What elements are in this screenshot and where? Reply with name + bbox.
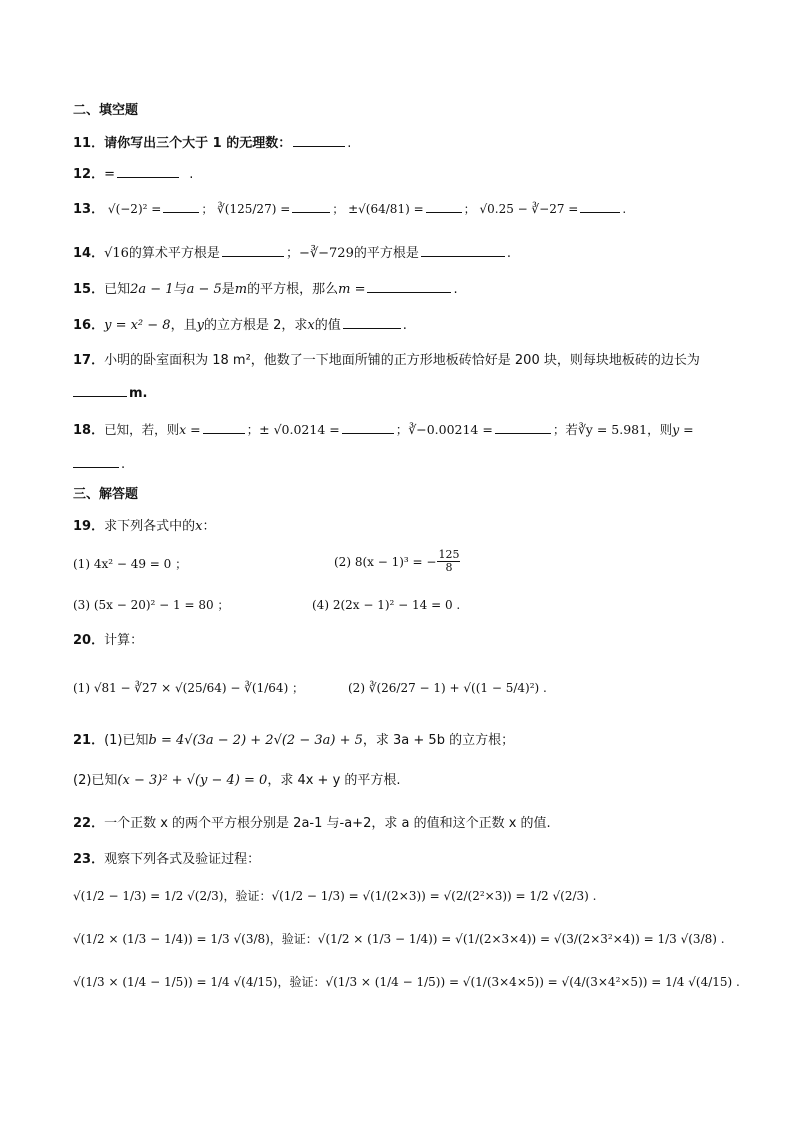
q19-text: 求下列各式中的 (104, 519, 196, 534)
q22-text: 一个正数 x 的两个平方根分别是 2a-1 与-a+2，求 a 的值和这个正数 x 的值. (104, 816, 551, 831)
q14-text-d: 的平方根是 (353, 246, 419, 261)
q14-blank-1[interactable] (222, 244, 284, 257)
q16-end: . (402, 318, 407, 333)
question-12 (73, 165, 193, 183)
q18-text-f: ，则 (647, 422, 673, 437)
q13-blank-a[interactable] (163, 200, 199, 213)
q13-expr-b: ∛(125/27) = (217, 202, 291, 216)
q14-expr-a: √16 (104, 246, 129, 261)
q16-var-x: x (307, 318, 315, 333)
q23-text: 观察下列各式及验证过程： (104, 852, 261, 867)
q14-expr-c: −∛−729 (298, 246, 354, 261)
q13-sep-2: ； (332, 202, 345, 216)
q13-sep-1: ； (201, 202, 214, 216)
q19-frac-den: 8 (445, 561, 453, 574)
q18-blank-3[interactable] (495, 421, 551, 434)
q20-text: 计算： (104, 633, 144, 648)
q13-expr-a: √(−2)² = (107, 202, 162, 216)
q15-expr-1: 2a − 1 (130, 282, 174, 297)
q19-var-x: x (195, 519, 203, 534)
q18-number: 18． (73, 423, 105, 438)
q15-text-1: 已知 (104, 282, 131, 297)
q18-end: . (121, 457, 126, 472)
q15-var-m: m (234, 282, 248, 297)
q19-part-2-fraction (437, 549, 460, 574)
q18-blank-2[interactable] (342, 421, 394, 434)
q21-p1-label: (1)已知 (104, 733, 149, 748)
q18-expr-c: ∛−0.00214 = (408, 422, 493, 437)
q17-answer-blank[interactable] (73, 384, 127, 397)
q21-p2-equation: (x − 3)² + √(y − 4) = 0 (117, 773, 268, 788)
q14-number: 14． (73, 246, 105, 261)
q16-equation: y = x² − 8 (104, 318, 171, 333)
q19-part-1: (1) 4x² − 49 = 0 ； (73, 557, 188, 571)
q18-expr-b: ± √0.0214 = (259, 422, 340, 437)
q18-blank-1[interactable] (203, 421, 245, 434)
q16-var-y: y (196, 318, 204, 333)
q21-p2-end: ，求 4x + y 的平方根. (267, 773, 401, 788)
question-18: 18．已知，若，则x = ；± √0.0214 = ；∛−0.00214 = ；若∛y = 5.981，则y = (73, 422, 694, 438)
q21-p1-equation: b = 4√(3a − 2) + 2√(2 − 3a) + 5 (148, 733, 363, 748)
q15-answer-blank[interactable] (367, 280, 451, 293)
q12-number: 12． (73, 167, 105, 182)
q11-end: . (347, 136, 352, 151)
q23-line-1: √(1/2 − 1/3) = 1/2 √(2/3)，验证：√(1/2 − 1/3) = √(1/(2×3)) = √(2/(2²×3)) = 1/2 √(2/3) . (73, 889, 597, 903)
q23-line-3: √(1/3 × (1/4 − 1/5)) = 1/4 √(4/15)，验证：√(1/3 × (1/4 − 1/5)) = √(1/(3×4×5)) = √(4/(3×4²×5)) = 1/4 √(4/15) . (73, 975, 740, 989)
question-22 (73, 816, 551, 832)
q19-part-4: (4) 2(2x − 1)² − 14 = 0 . (312, 598, 461, 612)
q16-text-1: ，且 (170, 318, 197, 333)
q14-blank-2[interactable] (421, 244, 505, 257)
q17-unit: m. (129, 386, 148, 401)
q15-number: 15． (73, 282, 105, 297)
q15-text-4: 的平方根，那么 (247, 282, 339, 297)
q21-p1-end: ，求 3a + 5b 的立方根； (362, 733, 515, 748)
q18-expr-e: ∛y = 5.981 (577, 422, 648, 437)
q19-frac-num: 125 (438, 548, 460, 561)
q19-number: 19． (73, 519, 105, 534)
q15-m-eq: m = (338, 282, 366, 297)
q21-number: 21． (73, 733, 105, 748)
question-13 (73, 200, 626, 218)
q18-text-1: 已知，若，则 (104, 422, 180, 437)
q13-sep-3: ； (463, 202, 476, 216)
q13-number: 13． (73, 202, 105, 217)
q17-number: 17． (73, 353, 105, 368)
q14-end: . (506, 246, 511, 261)
question-20 (73, 633, 143, 649)
q15-expr-2: a − 5 (186, 282, 222, 297)
question-11 (73, 134, 351, 152)
question-17-cont (73, 384, 147, 402)
q13-end: . (622, 202, 627, 216)
q13-expr-c: ±√(64/81) = (348, 202, 424, 216)
question-14: 14．√16的算术平方根是 ；−∛−729的平方根是 . (73, 246, 511, 261)
q23-line-2: √(1/2 × (1/3 − 1/4)) = 1/3 √(3/8)，验证：√(1/2 × (1/3 − 1/4)) = √(1/(2×3×4)) = √(3/(2×3²×4)) = 1/3 √(3/8) . (73, 932, 725, 946)
q18-y-eq: y = (672, 422, 694, 437)
question-16 (73, 316, 407, 334)
q19-part-2 (334, 549, 461, 574)
q12-text: = (104, 167, 115, 182)
q22-number: 22． (73, 816, 105, 831)
question-21-part-1 (73, 733, 514, 749)
q16-number: 16． (73, 318, 105, 333)
q23-number: 23． (73, 852, 105, 867)
q13-blank-b[interactable] (292, 200, 330, 213)
q13-blank-c[interactable] (426, 200, 462, 213)
q14-text-b: 的算术平方根是 (128, 246, 220, 261)
q13-expr-d: √0.25 − ∛−27 = (479, 202, 579, 216)
q16-text-2: 的立方根是 2，求 (203, 318, 308, 333)
q20-number: 20． (73, 633, 105, 648)
q11-text: 请你写出三个大于 1 的无理数： (104, 136, 292, 151)
question-15 (73, 280, 458, 298)
q11-answer-blank[interactable] (293, 134, 345, 147)
section-solve-title: 三、解答题 (73, 487, 139, 502)
q19-part-3: (3) (5x − 20)² − 1 = 80 ； (73, 598, 230, 612)
q18-text-d: ；若 (552, 422, 578, 437)
q16-answer-blank[interactable] (343, 316, 401, 329)
question-23 (73, 852, 260, 868)
q20-part-1: (1) √81 − ∛27 × √(25/64) − ∛(1/64) ； (73, 681, 305, 695)
q20-part-2: (2) ∛(26/27 − 1) + √((1 − 5/4)²) . (348, 681, 547, 695)
question-17 (73, 353, 700, 369)
q15-text-3: 是 (221, 282, 235, 297)
q18-blank-4[interactable] (73, 455, 119, 468)
q11-number: 11． (73, 136, 105, 151)
question-18-cont (73, 455, 125, 473)
q21-p2-label: (2)已知 (73, 773, 118, 788)
q19-colon: ： (202, 519, 216, 534)
q18-x-eq: x = (179, 422, 201, 437)
question-19 (73, 519, 215, 535)
q12-end: . (189, 167, 194, 182)
question-21-part-2 (73, 773, 401, 789)
q13-blank-d[interactable] (580, 200, 620, 213)
q15-end: . (453, 282, 458, 297)
q17-text: 小明的卧室面积为 18 m²，他数了一下地面所铺的正方形地板砖恰好是 200 块，则每块地板砖的边长为 (104, 353, 700, 368)
q19-part-2-text: (2) 8(x − 1)³ = − (334, 554, 437, 569)
q15-text-2: 与 (173, 282, 187, 297)
q16-text-3: 的值 (314, 318, 341, 333)
q12-answer-blank[interactable] (117, 165, 179, 178)
section-fill-title: 二、填空题 (73, 103, 139, 118)
